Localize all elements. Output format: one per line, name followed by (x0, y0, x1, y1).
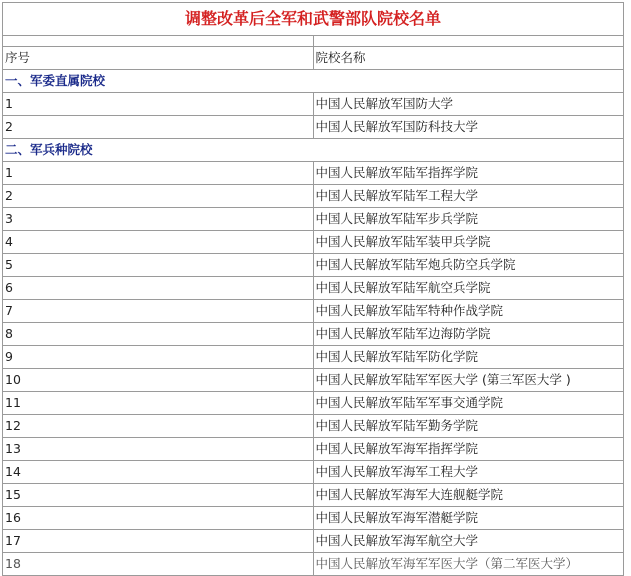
row-name: 中国人民解放军陆军防化学院 (313, 346, 624, 369)
row-name: 中国人民解放军陆军军医大学 (第三军医大学 ) (313, 369, 624, 392)
row-num: 5 (3, 254, 314, 277)
row-num: 12 (3, 415, 314, 438)
row-num: 4 (3, 231, 314, 254)
table-row (3, 553, 624, 576)
table-row (3, 415, 624, 438)
row-num: 14 (3, 461, 314, 484)
table-row (3, 369, 624, 392)
row-num: 1 (3, 93, 314, 116)
row-name: 中国人民解放军陆军航空兵学院 (313, 277, 624, 300)
row-name: 中国人民解放军海军大连舰艇学院 (313, 484, 624, 507)
row-num: 2 (3, 116, 314, 139)
table-row (3, 392, 624, 415)
section-heading-row (3, 70, 624, 93)
title-row (3, 3, 624, 36)
row-num: 8 (3, 323, 314, 346)
spreadsheet (2, 2, 624, 576)
row-name: 中国人民解放军陆军指挥学院 (313, 162, 624, 185)
table-row (3, 323, 624, 346)
table-row (3, 277, 624, 300)
row-name: 中国人民解放军国防大学 (313, 93, 624, 116)
empty-cell (313, 36, 624, 47)
table-row (3, 185, 624, 208)
row-num: 2 (3, 185, 314, 208)
table-row (3, 231, 624, 254)
section-heading-row (3, 139, 624, 162)
section-heading: 一、军委直属院校 (3, 70, 624, 93)
row-name: 中国人民解放军陆军步兵学院 (313, 208, 624, 231)
row-num: 18 (3, 553, 314, 576)
row-num: 3 (3, 208, 314, 231)
header-row (3, 47, 624, 70)
row-num: 11 (3, 392, 314, 415)
row-name: 中国人民解放军陆军装甲兵学院 (313, 231, 624, 254)
row-name: 中国人民解放军海军指挥学院 (313, 438, 624, 461)
row-num: 6 (3, 277, 314, 300)
table-row (3, 116, 624, 139)
academy-table (2, 2, 624, 576)
row-name: 中国人民解放军海军工程大学 (313, 461, 624, 484)
table-row (3, 438, 624, 461)
table-row (3, 530, 624, 553)
table-row (3, 484, 624, 507)
row-name: 中国人民解放军陆军军事交通学院 (313, 392, 624, 415)
header-num: 序号 (3, 47, 314, 70)
table-row (3, 507, 624, 530)
row-name: 中国人民解放军海军潜艇学院 (313, 507, 624, 530)
section-heading: 二、军兵种院校 (3, 139, 624, 162)
row-name: 中国人民解放军陆军边海防学院 (313, 323, 624, 346)
row-num: 9 (3, 346, 314, 369)
table-row (3, 346, 624, 369)
table-row (3, 254, 624, 277)
row-name: 中国人民解放军陆军炮兵防空兵学院 (313, 254, 624, 277)
row-name: 中国人民解放军陆军工程大学 (313, 185, 624, 208)
table-row (3, 93, 624, 116)
row-num: 1 (3, 162, 314, 185)
table-row (3, 162, 624, 185)
table-row (3, 208, 624, 231)
row-name: 中国人民解放军海军航空大学 (313, 530, 624, 553)
row-num: 13 (3, 438, 314, 461)
table-row (3, 300, 624, 323)
table-row (3, 461, 624, 484)
row-num: 15 (3, 484, 314, 507)
row-name: 中国人民解放军国防科技大学 (313, 116, 624, 139)
spacer-row (3, 36, 624, 47)
empty-cell (3, 36, 314, 47)
row-name: 中国人民解放军陆军特种作战学院 (313, 300, 624, 323)
page-title: 调整改革后全军和武警部队院校名单 (3, 3, 624, 36)
row-name: 中国人民解放军海军军医大学（第二军医大学） (313, 553, 624, 576)
row-num: 17 (3, 530, 314, 553)
row-num: 10 (3, 369, 314, 392)
header-name: 院校名称 (313, 47, 624, 70)
row-name: 中国人民解放军陆军勤务学院 (313, 415, 624, 438)
row-num: 7 (3, 300, 314, 323)
row-num: 16 (3, 507, 314, 530)
